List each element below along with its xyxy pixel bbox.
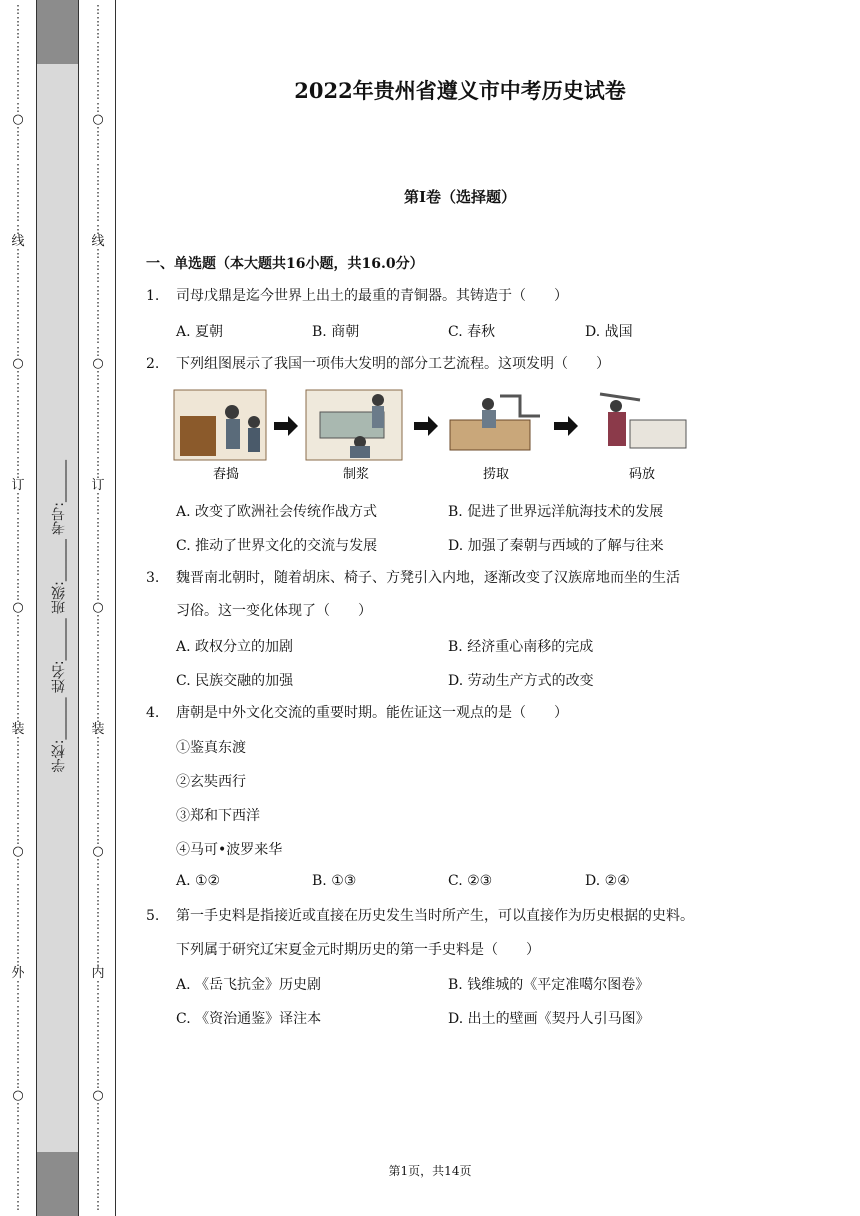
- dot-mark: ⋮: [12, 454, 24, 468]
- section-title: 第I卷（选择题）: [403, 188, 517, 206]
- binding-mark: 订: [91, 477, 105, 493]
- dot-mark: ⋮: [92, 64, 104, 78]
- dot-mark: ⋮: [92, 613, 104, 627]
- dot-mark: ⋮: [92, 649, 104, 663]
- dot-mark: ⋮: [12, 1125, 24, 1139]
- binding-mark: ○: [92, 844, 104, 860]
- dot-mark: ⋮: [92, 51, 104, 65]
- dot-mark: ⋮: [12, 100, 24, 114]
- page-title: 2022年贵州省遵义市中考历史试卷: [294, 78, 626, 103]
- dot-mark: ⋮: [12, 552, 24, 566]
- question-text: 习俗。这一变化体现了（ ）: [176, 603, 372, 619]
- dot-mark: ⋮: [92, 698, 104, 712]
- dot-mark: ⋮: [12, 210, 24, 224]
- option-c[interactable]: C. ②③: [448, 873, 493, 889]
- dot-mark: ⋮: [92, 15, 104, 29]
- dot-mark: ⋮: [12, 771, 24, 785]
- dot-mark: ⋮: [92, 125, 104, 139]
- dot-mark: ⋮: [92, 1137, 104, 1151]
- dot-mark: ⋮: [92, 1101, 104, 1115]
- dot-mark: ⋮: [12, 735, 24, 749]
- binding-mark: ○: [92, 599, 104, 615]
- binding-mark: 线: [91, 233, 105, 249]
- binding-mark: ○: [92, 111, 104, 127]
- dot-mark: ⋮: [92, 747, 104, 761]
- dot-mark: ⋮: [92, 1174, 104, 1188]
- dot-mark: ⋮: [12, 857, 24, 871]
- dot-mark: ⋮: [12, 1052, 24, 1066]
- dot-mark: ⋮: [12, 539, 24, 553]
- dot-mark: ⋮: [92, 539, 104, 553]
- binding-mark: ○: [12, 844, 24, 860]
- illustration-pulp: [306, 390, 402, 460]
- question-number: 3.: [146, 570, 160, 586]
- dot-mark: ⋮: [12, 698, 24, 712]
- dot-mark: ⋮: [92, 759, 104, 773]
- dot-mark: ⋮: [92, 771, 104, 785]
- dot-mark: ⋮: [92, 515, 104, 529]
- dot-mark: ⋮: [92, 1113, 104, 1127]
- dot-mark: ⋮: [92, 661, 104, 675]
- question-number: 2.: [146, 356, 160, 372]
- dot-mark: ⋮: [12, 1040, 24, 1054]
- option-b[interactable]: B. 钱维城的《平定准噶尔图卷》: [448, 977, 650, 993]
- question-number: 1.: [146, 288, 160, 304]
- dot-mark: ⋮: [92, 564, 104, 578]
- dot-mark: ⋮: [92, 979, 104, 993]
- dot-mark: ⋮: [92, 1076, 104, 1090]
- dot-mark: ⋮: [12, 88, 24, 102]
- dot-mark: ⋮: [92, 857, 104, 871]
- dot-mark: ⋮: [12, 979, 24, 993]
- dot-mark: ⋮: [92, 39, 104, 53]
- illustration-stacking: [600, 394, 686, 448]
- question-text: 第一手史料是指接近或直接在历史发生当时所产生，可以直接作为历史根据的史料。: [176, 908, 694, 924]
- dot-mark: ⋮: [92, 735, 104, 749]
- option-a[interactable]: A. 《岳飞抗金》历史剧: [176, 977, 322, 993]
- option-b[interactable]: B. 商朝: [312, 324, 360, 340]
- dot-mark: ⋮: [12, 942, 24, 956]
- dot-mark: ⋮: [12, 515, 24, 529]
- dot-mark: ⋮: [92, 308, 104, 322]
- figure-label: 码放: [628, 467, 656, 482]
- dot-mark: ⋮: [12, 637, 24, 651]
- dot-mark: ⋮: [12, 881, 24, 895]
- list-item: ①鉴真东渡: [176, 740, 246, 756]
- option-a[interactable]: A. 夏朝: [176, 324, 224, 340]
- question-text: 魏晋南北朝时，随着胡床、椅子、方凳引入内地，逐渐改变了汉族席地而坐的生活: [176, 570, 680, 586]
- dot-mark: ⋮: [12, 198, 24, 212]
- dot-mark: ⋮: [12, 503, 24, 517]
- option-c[interactable]: C. 推动了世界文化的交流与发展: [176, 538, 378, 554]
- number-label: 考号:: [51, 502, 67, 535]
- page-footer: 第1页，共14页: [388, 1164, 472, 1178]
- dot-mark: ⋮: [12, 161, 24, 175]
- list-item: ③郑和下西洋: [176, 808, 260, 824]
- dot-mark: ⋮: [12, 173, 24, 187]
- dot-mark: ⋮: [12, 1186, 24, 1200]
- dot-mark: ⋮: [92, 405, 104, 419]
- illustration-scooping: [450, 396, 540, 450]
- dot-mark: ⋮: [92, 393, 104, 407]
- binding-fields: 学校:______ 姓名:______ 班级:______ 考号:______: [51, 460, 67, 773]
- question-text: 司母戊鼎是迄今世界上出土的最重的青铜器。其铸造于（ ）: [176, 288, 568, 304]
- dot-mark: ⋮: [92, 808, 104, 822]
- dot-mark: ⋮: [92, 820, 104, 834]
- dot-mark: ⋮: [92, 344, 104, 358]
- dot-mark: ⋮: [12, 393, 24, 407]
- dot-mark: ⋮: [92, 100, 104, 114]
- binding-mark: ○: [12, 599, 24, 615]
- dot-mark: ⋮: [92, 369, 104, 383]
- dot-mark: ⋮: [12, 686, 24, 700]
- papermaking-process-figure: [170, 386, 710, 482]
- dot-mark: ⋮: [92, 893, 104, 907]
- question-text: 唐朝是中外文化交流的重要时期。能佐证这一观点的是（ ）: [176, 705, 568, 721]
- dot-mark: ⋮: [12, 808, 24, 822]
- binding-mark: ○: [92, 1088, 104, 1104]
- dot-mark: ⋮: [92, 430, 104, 444]
- dot-mark: ⋮: [12, 1101, 24, 1115]
- dot-mark: ⋮: [92, 210, 104, 224]
- dot-mark: ⋮: [12, 832, 24, 846]
- option-a[interactable]: A. ①②: [176, 873, 221, 889]
- dot-mark: ⋮: [92, 674, 104, 688]
- name-label: 姓名:: [51, 660, 67, 694]
- dot-mark: ⋮: [12, 259, 24, 273]
- dot-mark: ⋮: [92, 1125, 104, 1139]
- dot-mark: ⋮: [12, 710, 24, 724]
- outer-dot-column: [6, 0, 30, 1216]
- dot-mark: ⋮: [92, 527, 104, 541]
- dot-mark: ⋮: [92, 466, 104, 480]
- option-b[interactable]: B. ①③: [312, 873, 357, 889]
- dot-mark: ⋮: [12, 15, 24, 29]
- binding-mark: 装: [91, 721, 105, 737]
- dot-mark: ⋮: [92, 869, 104, 883]
- dot-mark: ⋮: [12, 930, 24, 944]
- dot-mark: ⋮: [12, 247, 24, 261]
- dot-mark: ⋮: [92, 1064, 104, 1078]
- dot-mark: ⋮: [92, 76, 104, 90]
- binding-mark: 订: [11, 477, 25, 493]
- dot-mark: ⋮: [12, 661, 24, 675]
- dot-mark: ⋮: [12, 1064, 24, 1078]
- dot-mark: ⋮: [92, 930, 104, 944]
- binding-mark: ○: [92, 355, 104, 371]
- dot-mark: ⋮: [92, 1003, 104, 1017]
- dot-mark: ⋮: [92, 686, 104, 700]
- dot-mark: ⋮: [92, 173, 104, 187]
- binding-mark: 装: [11, 721, 25, 737]
- dot-mark: ⋮: [12, 1076, 24, 1090]
- option-d[interactable]: D. 劳动生产方式的改变: [448, 673, 594, 689]
- dot-mark: ⋮: [92, 881, 104, 895]
- figure-label: 制浆: [342, 467, 370, 482]
- dot-mark: ⋮: [12, 820, 24, 834]
- dot-mark: ⋮: [92, 417, 104, 431]
- dot-mark: ⋮: [12, 869, 24, 883]
- dot-mark: ⋮: [12, 51, 24, 65]
- dot-mark: ⋮: [92, 283, 104, 297]
- binding-outer-strip: [0, 0, 37, 1216]
- dot-mark: ⋮: [92, 832, 104, 846]
- dot-mark: ⋮: [12, 149, 24, 163]
- dot-mark: ⋮: [92, 1040, 104, 1054]
- dot-mark: ⋮: [12, 576, 24, 590]
- dot-mark: ⋮: [92, 222, 104, 236]
- dot-mark: ⋮: [92, 576, 104, 590]
- dot-mark: ⋮: [12, 320, 24, 334]
- dot-mark: ⋮: [12, 137, 24, 151]
- binding-mark: 内: [91, 966, 105, 982]
- dot-mark: ⋮: [12, 1174, 24, 1188]
- option-b[interactable]: B. 促进了世界远洋航海技术的发展: [448, 504, 664, 520]
- binding-inner-strip: [78, 0, 116, 1216]
- dot-mark: ⋮: [92, 1162, 104, 1176]
- dot-mark: ⋮: [92, 491, 104, 505]
- dot-mark: ⋮: [92, 906, 104, 920]
- dot-mark: ⋮: [12, 271, 24, 285]
- dot-mark: ⋮: [12, 527, 24, 541]
- dot-mark: ⋮: [92, 27, 104, 41]
- option-d[interactable]: D. ②④: [585, 873, 630, 889]
- dot-mark: ⋮: [12, 674, 24, 688]
- dot-mark: ⋮: [12, 759, 24, 773]
- dot-mark: ⋮: [12, 39, 24, 53]
- dot-mark: ⋮: [92, 1198, 104, 1212]
- dot-mark: ⋮: [12, 369, 24, 383]
- dot-mark: ⋮: [92, 198, 104, 212]
- dot-mark: ⋮: [92, 247, 104, 261]
- dot-mark: ⋮: [92, 137, 104, 151]
- dot-mark: ⋮: [92, 1186, 104, 1200]
- dot-mark: ⋮: [92, 320, 104, 334]
- binding-cap-top: [37, 0, 78, 64]
- dot-mark: ⋮: [12, 125, 24, 139]
- option-c[interactable]: C. 《资治通鉴》译注本: [176, 1011, 322, 1027]
- dot-mark: ⋮: [12, 3, 24, 16]
- dot-mark: ⋮: [12, 564, 24, 578]
- dot-mark: ⋮: [92, 3, 104, 16]
- binding-mark: 外: [11, 966, 25, 982]
- option-a[interactable]: A. 改变了欧洲社会传统作战方式: [176, 504, 378, 520]
- dot-mark: ⋮: [12, 442, 24, 456]
- illustration-pounding: [174, 390, 266, 460]
- dot-mark: ⋮: [12, 1113, 24, 1127]
- dot-mark: ⋮: [92, 271, 104, 285]
- inner-dot-column: [86, 0, 110, 1216]
- dot-mark: ⋮: [92, 149, 104, 163]
- dot-mark: ⋮: [12, 27, 24, 41]
- dot-mark: ⋮: [12, 588, 24, 602]
- dot-mark: ⋮: [92, 796, 104, 810]
- dot-mark: ⋮: [92, 1028, 104, 1042]
- dot-mark: ⋮: [12, 430, 24, 444]
- question-text: 下列组图展示了我国一项伟大发明的部分工艺流程。这项发明（ ）: [176, 356, 610, 372]
- option-a[interactable]: A. 政权分立的加剧: [176, 639, 294, 655]
- list-item: ②玄奘西行: [176, 774, 246, 790]
- dot-mark: ⋮: [12, 417, 24, 431]
- figure-label: 捞取: [482, 467, 510, 482]
- dot-mark: ⋮: [12, 613, 24, 627]
- dot-mark: ⋮: [92, 637, 104, 651]
- dot-mark: ⋮: [92, 161, 104, 175]
- dot-mark: ⋮: [92, 942, 104, 956]
- binding-mark: ○: [12, 111, 24, 127]
- dot-mark: ⋮: [12, 1198, 24, 1212]
- dot-mark: ⋮: [12, 381, 24, 395]
- dot-mark: ⋮: [92, 295, 104, 309]
- dot-mark: ⋮: [92, 552, 104, 566]
- dot-mark: ⋮: [12, 1162, 24, 1176]
- dot-mark: ⋮: [92, 1015, 104, 1029]
- option-c[interactable]: C. 民族交融的加强: [176, 673, 294, 689]
- binding-mark: ○: [12, 355, 24, 371]
- question-number: 4.: [146, 705, 160, 721]
- dot-mark: ⋮: [92, 259, 104, 273]
- dot-mark: ⋮: [92, 381, 104, 395]
- dot-mark: ⋮: [12, 784, 24, 797]
- option-d[interactable]: D. 出土的壁画《契丹人引马图》: [448, 1011, 650, 1027]
- dot-mark: ⋮: [92, 1052, 104, 1066]
- dot-mark: ⋮: [12, 796, 24, 810]
- dot-mark: ⋮: [12, 344, 24, 358]
- dot-mark: ⋮: [12, 893, 24, 907]
- dot-mark: ⋮: [92, 625, 104, 639]
- dot-mark: ⋮: [92, 88, 104, 102]
- dot-mark: ⋮: [12, 954, 24, 968]
- dot-mark: ⋮: [92, 454, 104, 468]
- dot-mark: ⋮: [12, 1003, 24, 1017]
- dot-mark: ⋮: [12, 747, 24, 761]
- dot-mark: ⋮: [12, 1150, 24, 1164]
- dot-mark: ⋮: [92, 784, 104, 797]
- dot-mark: ⋮: [12, 76, 24, 90]
- option-d[interactable]: D. 战国: [585, 324, 633, 340]
- option-b[interactable]: B. 经济重心南移的完成: [448, 639, 594, 655]
- dot-mark: ⋮: [92, 918, 104, 932]
- dot-mark: ⋮: [12, 405, 24, 419]
- dot-mark: ⋮: [12, 1015, 24, 1029]
- dot-mark: ⋮: [12, 491, 24, 505]
- dot-mark: ⋮: [92, 991, 104, 1005]
- dot-mark: ⋮: [12, 906, 24, 920]
- binding-mark: ○: [12, 1088, 24, 1104]
- dot-mark: ⋮: [92, 442, 104, 456]
- list-item: ④马可•波罗来华: [176, 842, 283, 858]
- binding-mark: 线: [11, 233, 25, 249]
- dot-mark: ⋮: [12, 1137, 24, 1151]
- dot-mark: ⋮: [12, 918, 24, 932]
- dot-mark: ⋮: [12, 991, 24, 1005]
- dot-mark: ⋮: [92, 503, 104, 517]
- dot-mark: ⋮: [92, 1150, 104, 1164]
- dot-mark: ⋮: [12, 332, 24, 346]
- class-label: 班级:: [51, 581, 67, 614]
- dot-mark: ⋮: [92, 710, 104, 724]
- dot-mark: ⋮: [12, 649, 24, 663]
- dot-mark: ⋮: [92, 954, 104, 968]
- binding-info-strip: [37, 0, 78, 1216]
- dot-mark: ⋮: [92, 186, 104, 200]
- dot-mark: ⋮: [12, 295, 24, 309]
- dot-mark: ⋮: [92, 332, 104, 346]
- dot-mark: ⋮: [12, 283, 24, 297]
- part-heading: 一、单选题（本大题共16小题，共16.0分）: [146, 256, 424, 272]
- dot-mark: ⋮: [12, 625, 24, 639]
- question-text: 下列属于研究辽宋夏金元时期历史的第一手史料是（ ）: [176, 942, 540, 958]
- dot-mark: ⋮: [12, 64, 24, 78]
- question-number: 5.: [146, 908, 160, 924]
- dot-mark: ⋮: [12, 186, 24, 200]
- option-d[interactable]: D. 加强了秦朝与西域的了解与往来: [448, 538, 664, 554]
- school-label: 学校:: [51, 739, 67, 773]
- dot-mark: ⋮: [92, 588, 104, 602]
- dot-mark: ⋮: [12, 308, 24, 322]
- dot-mark: ⋮: [12, 466, 24, 480]
- option-c[interactable]: C. 春秋: [448, 324, 496, 340]
- dot-mark: ⋮: [12, 222, 24, 236]
- dot-mark: ⋮: [12, 1028, 24, 1042]
- figure-label: 舂捣: [212, 467, 240, 482]
